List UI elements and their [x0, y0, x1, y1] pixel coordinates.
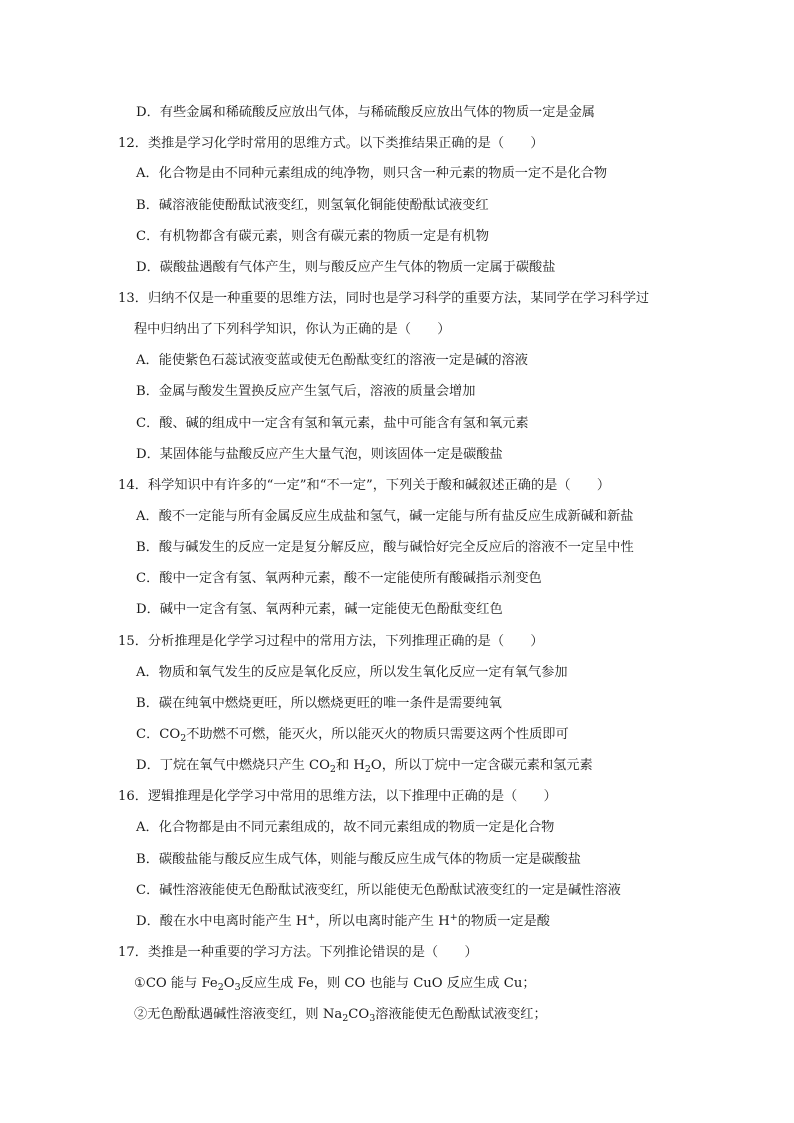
question-14: 14．科学知识中有许多的“一定”和“不一定”，下列关于酸和碱叙述正确的是（ ）: [118, 478, 611, 493]
q17s2-rest: 溶液能使无色酚酞试液变红；: [375, 1007, 547, 1022]
q13-option-c: C．酸、碱的组成中一定含有氢和氧元素，盐中可能含有氢和氧元素: [136, 416, 529, 431]
q14-option-a: A．酸不一定能与所有金属反应生成盐和氢气，碱一定能与所有盐反应生成新碱和新盐: [136, 509, 634, 524]
q17s1-rest: 反应生成 Fe，则 CO 也能与 CuO 反应生成 Cu；: [240, 976, 536, 991]
question-17: 17．类推是一种重要的学习方法。下列推论错误的是（ ）: [118, 945, 478, 960]
q14-option-d: D．碱中一定含有氢、氧两种元素，碱一定能使无色酚酞变红色: [136, 602, 503, 617]
q13-option-a: A．能使紫色石蕊试液变蓝或使无色酚酞变红的溶液一定是碱的溶液: [136, 353, 528, 368]
q15-option-a: A．物质和氧气发生的反应是氧化反应，所以发生氧化反应一定有氧气参加: [136, 665, 568, 680]
q16-option-b: B．碳酸盐能与酸反应生成气体，则能与酸反应生成气体的物质一定是碳酸盐: [136, 852, 581, 867]
q15c-formula-co2: $CO_2$: [159, 727, 187, 744]
q11-option-d: D．有些金属和稀硫酸反应放出气体，与稀硫酸反应放出气体的物质一定是金属: [136, 105, 595, 120]
question-12: 12．类推是学习化学时常用的思维方式。以下类推结果正确的是（ ）: [118, 136, 544, 151]
q16-option-a: A．化合物都是由不同元素组成的，故不同元素组成的物质一定是化合物: [136, 820, 555, 835]
q16d-ion-h-2: H+: [438, 912, 458, 929]
question-16: 16．逻辑推理是化学学习中常用的思维方法，以下推理中正确的是（ ）: [118, 789, 557, 804]
q15d-rest: O，所以丁烷中一定含碳元素和氢元素: [370, 758, 593, 773]
q15d-formula-co2: $CO_2$: [309, 758, 336, 775]
q15d-prefix: D．丁烷在氧气中燃烧只产生: [136, 758, 310, 773]
q16-option-d: [136, 912, 550, 932]
question-13: 13．归纳不仅是一种重要的思维方法，同时也是学习科学的重要方法，某同学在学习科学过: [118, 291, 650, 306]
q15c-rest: 不助燃不可燃，能灭火，所以能灭火的物质只需要这两个性质即可: [186, 727, 569, 742]
q15-option-d: [136, 756, 593, 776]
q15d-and: 和: [335, 758, 354, 773]
q17s1-prefix: ①CO 能与: [134, 976, 202, 991]
q14-option-b: B．酸与碱发生的反应一定是复分解反应，酸与碱恰好完全反应后的溶液不一定呈中性: [136, 540, 634, 555]
q14-option-c: C．酸中一定含有氢、氧两种元素，酸不一定能使所有酸碱指示剂变色: [136, 571, 542, 586]
q16d-mid: ，所以电离时能产生: [315, 914, 439, 929]
q12-option-c: C．有机物都含有碳元素，则含有碳元素的物质一定是有机物: [136, 229, 489, 244]
q12-option-b: B．碱溶液能使酚酞试液变红，则氢氧化铜能使酚酞试液变红: [136, 198, 489, 213]
q16d-prefix: D．酸在水中电离时能产生: [136, 914, 296, 929]
q17s2-formula-na2co3: $Na_2CO_3$: [322, 1007, 376, 1024]
q15c-prefix: C．: [136, 727, 160, 742]
question-15: 15．分析推理是化学学习过程中的常用方法，下列推理正确的是（ ）: [118, 634, 544, 649]
q17-statement-1: [134, 974, 536, 994]
q17s2-prefix: ②无色酚酞遇碱性溶液变红，则: [134, 1007, 323, 1022]
q12-option-d: D．碳酸盐遇酸有气体产生，则与酸反应产生气体的物质一定属于碳酸盐: [136, 260, 556, 275]
q13-option-b: B．金属与酸发生置换反应产生氢气后，溶液的质量会增加: [136, 384, 476, 399]
q13-option-d: D．某固体能与盐酸反应产生大量气泡，则该固体一定是碳酸盐: [136, 447, 503, 462]
q17s1-formula-fe2o3: $Fe_2O_3$: [201, 976, 241, 993]
q17-statement-2: [134, 1005, 547, 1025]
q15-option-b: B．碳在纯氧中燃烧更旺，所以燃烧更旺的唯一条件是需要纯氧: [136, 696, 502, 711]
q16d-rest: 的物质一定是酸: [457, 914, 550, 929]
q16-option-c: C．碱性溶液能使无色酚酞试液变红，所以能使无色酚酞试液变红的一定是碱性溶液: [136, 883, 621, 898]
q16d-ion-h: H+: [295, 912, 316, 929]
q15-option-c: [136, 725, 569, 745]
q15d-formula-h2o: $H_2$: [353, 758, 371, 775]
q12-option-a: A．化合物是由不同种元素组成的纯净物，则只含一种元素的物质一定不是化合物: [136, 166, 608, 181]
question-13-cont: 程中归纳出了下列科学知识，你认为正确的是（ ）: [134, 322, 451, 337]
